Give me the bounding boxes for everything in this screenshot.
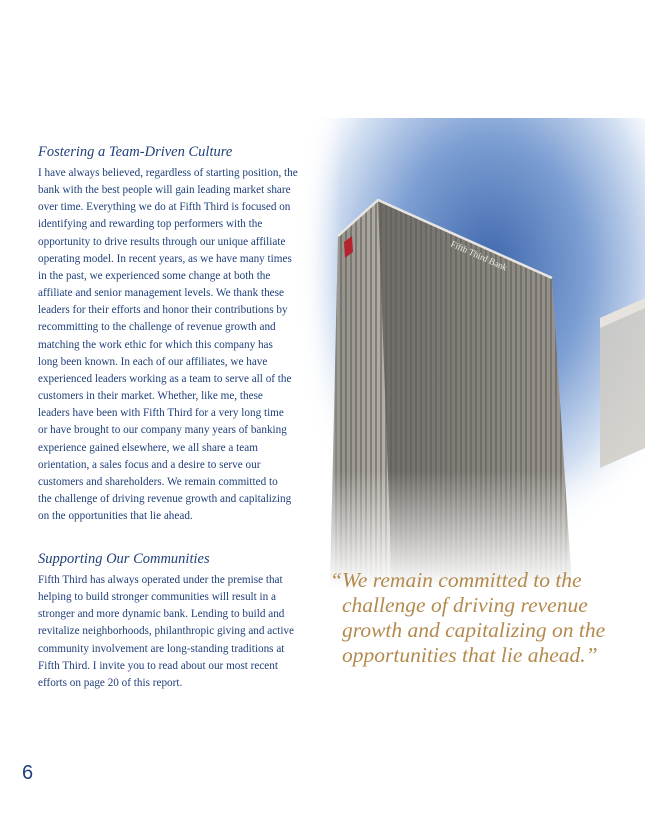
body-line: operating model. In recent years, as we have many times	[38, 252, 292, 265]
pull-quote-line: “We remain committed to the	[330, 568, 582, 592]
body-line: long been known. In each of our affiliates, we have	[38, 355, 268, 368]
section-body-team-culture	[38, 165, 316, 525]
section-heading-communities: Supporting Our Communities	[38, 551, 210, 567]
body-line: Fifth Third. I invite you to read about our most recent	[38, 659, 278, 672]
body-line: leaders have been with Fifth Third for a very long time	[38, 407, 284, 420]
body-line: customers in their market. Whether, like me, these	[38, 390, 263, 403]
body-line: on the opportunities that lie ahead.	[38, 510, 193, 523]
body-line: over time. Everything we do at Fifth Third is focused on	[38, 201, 291, 214]
body-line: Fifth Third has always operated under the premise that	[38, 574, 283, 586]
building-photo	[300, 118, 645, 588]
body-line: leaders for their efforts and honor their contributions by	[38, 304, 288, 317]
body-line: affiliate and senior management levels. We thank these	[38, 287, 284, 300]
pull-quote-line: growth and capitalizing on the	[342, 618, 606, 642]
section-heading-team-culture: Fostering a Team-Driven Culture	[38, 144, 233, 160]
body-line: I have always believed, regardless of starting position, the	[38, 167, 298, 179]
pull-quote	[330, 568, 605, 668]
body-line: helping to build stronger communities will result in a	[38, 591, 277, 604]
body-line: revitalize neighborhoods, philanthropic giving and active	[38, 625, 294, 638]
page-number: 6	[22, 762, 34, 784]
body-line: experience gained elsewhere, we all share a team	[38, 441, 258, 454]
body-line: community involvement are long-standing traditions at	[38, 642, 285, 655]
pull-quote-line: opportunities that lie ahead.”	[342, 643, 598, 667]
body-line: bank with the best people will gain leading market share	[38, 184, 291, 197]
body-line: orientation, a sales focus and a desire to serve our	[38, 458, 261, 471]
body-line: or have brought to our company many years of banking	[38, 424, 287, 437]
pull-quote-line: challenge of driving revenue	[342, 593, 588, 617]
body-line: in the past, we experienced some change at both the	[38, 269, 271, 282]
section-body-communities	[38, 572, 316, 692]
body-line: experienced leaders working as a team to serve all of the	[38, 372, 292, 385]
body-line: stronger and more dynamic bank. Lending to build and	[38, 608, 285, 621]
body-line: customers and shareholders. We remain committed to	[38, 475, 278, 488]
body-line: recommitting to the challenge of revenue growth and	[38, 321, 276, 334]
body-line: identifying and rewarding top performers with the	[38, 218, 263, 231]
body-line: the challenge of driving revenue growth and capitalizing	[38, 492, 292, 505]
body-line: efforts on page 20 of this report.	[38, 676, 183, 689]
body-line: matching the work ethic for which this company has	[38, 338, 273, 351]
body-line: opportunity to drive results through our unique affiliate	[38, 235, 286, 248]
